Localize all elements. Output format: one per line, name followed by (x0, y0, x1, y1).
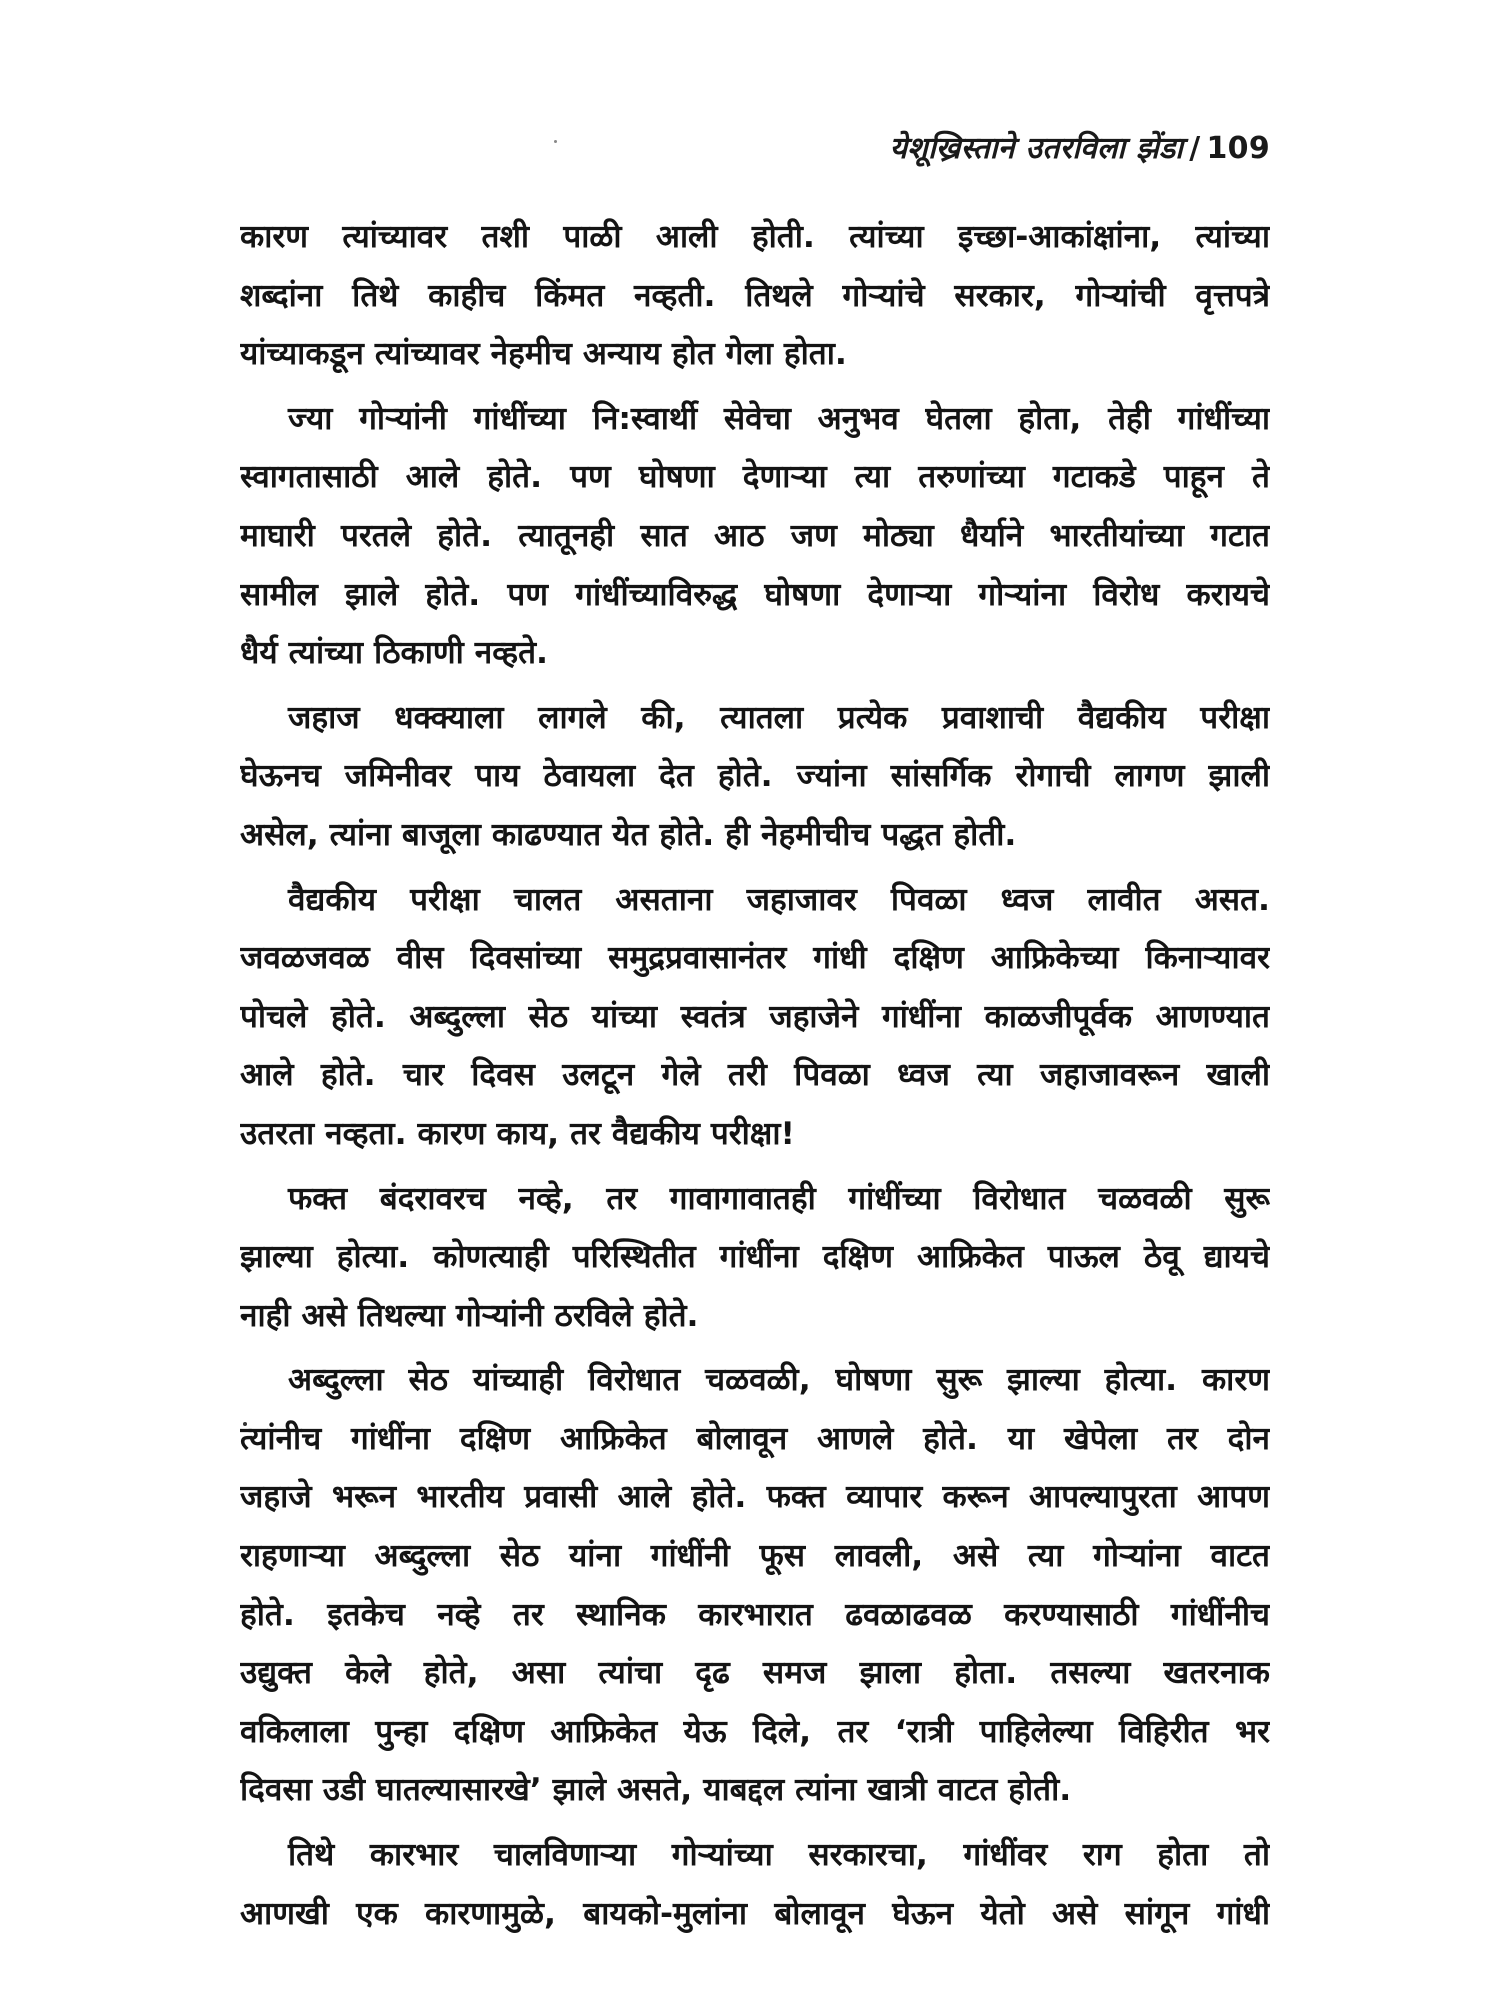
paragraph-4 (240, 871, 1270, 1164)
text-line: असेल, त्यांना बाजूला काढण्यात येत होते. ही नेहमीचीच पद्धत होती. (240, 816, 1017, 853)
text-line: ज्या गोऱ्यांनी गांधींच्या नि:स्वार्थी सेवेचा अनुभव घेतला होता, तेही गांधींच्या (288, 400, 1270, 437)
paragraph-1 (240, 208, 1270, 384)
text-line: राहणाऱ्या अब्दुल्ला सेठ यांना गांधींनी फूस लावली, असे त्या गोऱ्यांना वाटत (240, 1538, 1270, 1575)
paragraph-7 (240, 1826, 1270, 1943)
text-line: शब्दांना तिथे काहीच किंमत नव्हती. तिथले गोऱ्यांचे सरकार, गोऱ्यांची वृत्तपत्रे (240, 277, 1270, 314)
text-line: झाल्या होत्या. कोणत्याही परिस्थितीत गांधींना दक्षिण आफ्रिकेत पाऊल ठेवू द्यायचे (240, 1239, 1270, 1276)
text-line: यांच्याकडून त्यांच्यावर नेहमीच अन्याय होत गेला होता. (240, 336, 847, 373)
text-line: जहाज धक्क्याला लागले की, त्यातला प्रत्येक प्रवाशाची वैद्यकीय परीक्षा (288, 699, 1270, 736)
text-line: माघारी परतले होते. त्यातूनही सात आठ जण मोठ्या धैर्याने भारतीयांच्या गटात (240, 517, 1270, 554)
text-line: सामील झाले होते. पण गांधींच्याविरुद्ध घोषणा देणाऱ्या गोऱ्यांना विरोध करायचे (240, 576, 1270, 613)
running-header (240, 126, 1270, 167)
text-line: त्यांनीच गांधींना दक्षिण आफ्रिकेत बोलावून आणले होते. या खेपेला तर दोन (240, 1420, 1270, 1457)
text-line: दिवसा उडी घातल्यासारखे’ झाले असते, याबद्दल त्यांना खात्री वाटत होती. (240, 1772, 1072, 1809)
text-line: जहाजे भरून भारतीय प्रवासी आले होते. फक्त व्यापार करून आपल्यापुरता आपण (240, 1479, 1270, 1516)
page-number: 109 (1206, 131, 1270, 166)
paragraph-2 (240, 390, 1270, 683)
text-line: वैद्यकीय परीक्षा चालत असताना जहाजावर पिवळा ध्वज लावीत असत. (288, 881, 1270, 918)
paragraph-5 (240, 1170, 1270, 1346)
text-line: होते. इतकेच नव्हे तर स्थानिक कारभारात ढवळाढवळ करण्यासाठी गांधींनीच (240, 1596, 1270, 1633)
text-line: तिथे कारभार चालविणाऱ्या गोऱ्यांच्या सरकारचा, गांधींवर राग होता तो (288, 1837, 1270, 1874)
text-line: आणखी एक कारणामुळे, बायको-मुलांना बोलावून घेऊन येतो असे सांगून गांधी (240, 1895, 1270, 1932)
body-text (240, 208, 1270, 1943)
paragraph-6 (240, 1351, 1270, 1820)
text-line: स्वागतासाठी आले होते. पण घोषणा देणाऱ्या त्या तरुणांच्या गटाकडे पाहून ते (240, 459, 1270, 496)
header-separator: / (1189, 131, 1201, 166)
paragraph-3 (240, 689, 1270, 865)
text-line: फक्त बंदरावरच नव्हे, तर गावागावातही गांधींच्या विरोधात चळवळी सुरू (288, 1180, 1270, 1217)
text-line: जवळजवळ वीस दिवसांच्या समुद्रप्रवासानंतर गांधी दक्षिण आफ्रिकेच्या किनाऱ्यावर (240, 940, 1270, 977)
text-line: पोचले होते. अब्दुल्ला सेठ यांच्या स्वतंत्र जहाजेने गांधींना काळजीपूर्वक आणण्यात (240, 998, 1270, 1035)
text-line: उतरता नव्हता. कारण काय, तर वैद्यकीय परीक्षा! (240, 1115, 795, 1152)
text-line: आले होते. चार दिवस उलटून गेले तरी पिवळा ध्वज त्या जहाजावरून खाली (240, 1057, 1270, 1094)
text-line: उद्युक्त केले होते, असा त्यांचा दृढ समज झाला होता. तसल्या खतरनाक (240, 1655, 1270, 1692)
text-line: नाही असे तिथल्या गोऱ्यांनी ठरविले होते. (240, 1297, 699, 1334)
text-line: वकिलाला पुन्हा दक्षिण आफ्रिकेत येऊ दिले, तर ‘रात्री पाहिलेल्या विहिरीत भर (240, 1713, 1270, 1750)
text-line: धैर्य त्यांच्या ठिकाणी नव्हते. (240, 635, 548, 672)
text-line: घेऊनच जमिनीवर पाय ठेवायला देत होते. ज्यांना सांसर्गिक रोगाची लागण झाली (240, 758, 1270, 795)
text-line: अब्दुल्ला सेठ यांच्याही विरोधात चळवळी, घोषणा सुरू झाल्या होत्या. कारण (288, 1362, 1270, 1399)
text-line: कारण त्यांच्यावर तशी पाळी आली होती. त्यांच्या इच्छा-आकांक्षांना, त्यांच्या (240, 219, 1270, 255)
running-title: येशूख्रिस्ताने उतरविला झेंडा (889, 131, 1184, 166)
